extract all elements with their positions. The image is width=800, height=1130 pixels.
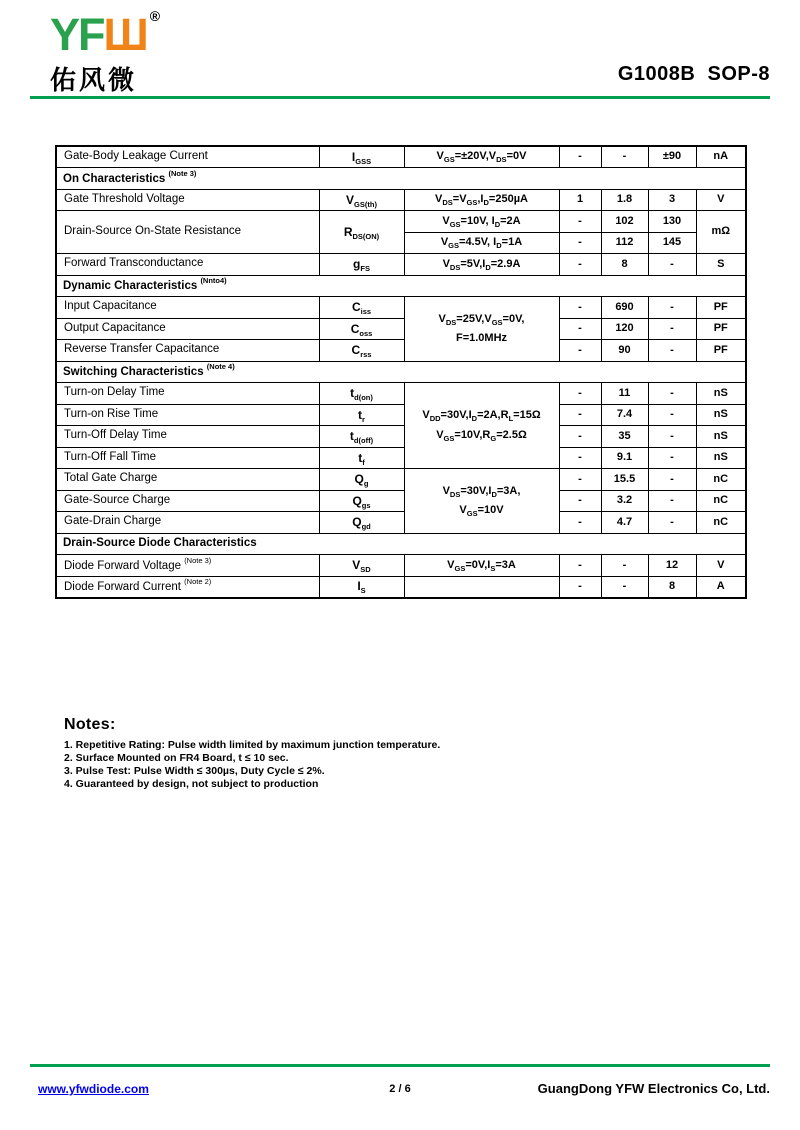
symbol-cell: $t_{d(on)}$ <box>319 383 404 405</box>
product-title: G1008B SOP-8 <box>617 63 770 85</box>
condition-cell: $V_{DS}=V_{GS},I_D=250\mu A$ <box>404 189 559 211</box>
condition-cell: $V_{DS}=5V,I_D=2.9A$ <box>404 254 559 276</box>
section-title: On Characteristics $^{(Note 3)}$ <box>56 168 746 190</box>
section-header-row-dynamic-characteristics <box>56 275 746 297</box>
section-title: Drain-Source Diode Characteristics <box>56 533 746 555</box>
max-cell: 3 <box>648 189 696 211</box>
typ-cell: 9.1 <box>601 447 648 469</box>
min-cell: - <box>559 211 601 233</box>
section-title: Switching Characteristics $^{(Note 4)}$ <box>56 361 746 383</box>
typ-cell: - <box>601 146 648 168</box>
note-item-2: 2. Surface Mounted on FR4 Board, t ≤ 10 sec. <box>64 752 289 764</box>
table-row <box>56 404 746 426</box>
symbol-cell: $R_{DS(ON)}$ <box>319 211 404 254</box>
registered-trademark-icon: ® <box>149 8 161 24</box>
table-row <box>56 426 746 448</box>
symbol-cell: $Q_g$ <box>319 469 404 491</box>
max-cell: - <box>648 318 696 340</box>
max-cell: - <box>648 297 696 319</box>
symbol-cell: $I_{GSS}$ <box>319 146 404 168</box>
unit-cell: nS <box>696 383 746 405</box>
typ-cell: 8 <box>601 254 648 276</box>
max-cell: - <box>648 383 696 405</box>
param-cell: Gate-Source Charge <box>56 490 319 512</box>
yfw-logo <box>50 8 161 97</box>
table-row <box>56 146 746 168</box>
unit-cell: V <box>696 555 746 577</box>
param-cell: Gate Threshold Voltage <box>56 189 319 211</box>
max-cell: 145 <box>648 232 696 254</box>
symbol-cell: $C_{oss}$ <box>319 318 404 340</box>
min-cell: - <box>559 490 601 512</box>
min-cell: - <box>559 426 601 448</box>
min-cell: - <box>559 404 601 426</box>
symbol-cell: $C_{rss}$ <box>319 340 404 362</box>
min-cell: - <box>559 512 601 534</box>
param-cell: Output Capacitance <box>56 318 319 340</box>
company-name: GuangDong YFW Electronics Co, Ltd. <box>537 1081 770 1096</box>
unit-cell: PF <box>696 297 746 319</box>
table-row <box>56 383 746 405</box>
section-header-row-diode-characteristics <box>56 533 746 555</box>
condition-cell: $V_{GS}=10V$, $I_D=2A$ <box>404 211 559 233</box>
max-cell: - <box>648 490 696 512</box>
unit-cell: nC <box>696 469 746 491</box>
yfw-logo-wordmark <box>50 8 161 60</box>
symbol-cell: $Q_{gs}$ <box>319 490 404 512</box>
condition-cell: $V_{DD}=30V,I_D=2A,R_L=15\Omega$ $V_{GS}=10V,R_G=2.5\Omega$ <box>404 383 559 469</box>
param-cell: Input Capacitance <box>56 297 319 319</box>
typ-cell: 112 <box>601 232 648 254</box>
table-row <box>56 469 746 491</box>
min-cell: 1 <box>559 189 601 211</box>
logo-letters-yf: YF <box>50 9 104 60</box>
param-cell: Gate-Body Leakage Current <box>56 146 319 168</box>
condition-cell <box>404 576 559 598</box>
max-cell: ±90 <box>648 146 696 168</box>
logo-chinese-name: 佑风微 <box>50 65 138 95</box>
unit-cell: S <box>696 254 746 276</box>
max-cell: 12 <box>648 555 696 577</box>
typ-cell: 1.8 <box>601 189 648 211</box>
param-cell: Drain-Source On-State Resistance <box>56 211 319 254</box>
symbol-cell: $t_r$ <box>319 404 404 426</box>
unit-cell: V <box>696 189 746 211</box>
notes-title: Notes: <box>64 716 116 733</box>
symbol-cell: $t_{d(off)}$ <box>319 426 404 448</box>
typ-cell: 4.7 <box>601 512 648 534</box>
unit-cell: nS <box>696 447 746 469</box>
table-row <box>56 318 746 340</box>
symbol-cell: $V_{SD}$ <box>319 555 404 577</box>
table-row <box>56 512 746 534</box>
note-item-1: 1. Repetitive Rating: Pulse width limited by maximum junction temperature. <box>64 739 441 751</box>
min-cell: - <box>559 576 601 598</box>
condition-cell: $V_{GS}=4.5V$, $I_D=1A$ <box>404 232 559 254</box>
unit-cell: nC <box>696 512 746 534</box>
symbol-cell: $t_f$ <box>319 447 404 469</box>
param-cell: Turn-on Rise Time <box>56 404 319 426</box>
table-row <box>56 340 746 362</box>
typ-cell: - <box>601 576 648 598</box>
max-cell: - <box>648 340 696 362</box>
max-cell: - <box>648 404 696 426</box>
unit-cell: mΩ <box>696 211 746 254</box>
typ-cell: 102 <box>601 211 648 233</box>
table-row <box>56 297 746 319</box>
note-item-4: 4. Guaranteed by design, not subject to production <box>64 778 319 790</box>
min-cell: - <box>559 383 601 405</box>
max-cell: - <box>648 469 696 491</box>
logo-letter-w-icon: Ш <box>103 9 147 60</box>
footer-divider <box>30 1064 770 1067</box>
section-header-row-on-characteristics <box>56 168 746 190</box>
website-link[interactable]: www.yfwdiode.com <box>38 1082 149 1096</box>
section-header-row-switching-characteristics <box>56 361 746 383</box>
typ-cell: 15.5 <box>601 469 648 491</box>
unit-cell: nC <box>696 490 746 512</box>
max-cell: - <box>648 512 696 534</box>
table-row <box>56 189 746 211</box>
param-cell: Turn-Off Fall Time <box>56 447 319 469</box>
condition-cell: $V_{DS}=30V,I_D=3A$, $V_{GS}=10V$ <box>404 469 559 534</box>
max-cell: 130 <box>648 211 696 233</box>
min-cell: - <box>559 318 601 340</box>
param-cell: Turn-on Delay Time <box>56 383 319 405</box>
typ-cell: 690 <box>601 297 648 319</box>
min-cell: - <box>559 146 601 168</box>
min-cell: - <box>559 340 601 362</box>
max-cell: 8 <box>648 576 696 598</box>
param-cell: Reverse Transfer Capacitance <box>56 340 319 362</box>
unit-cell: nS <box>696 404 746 426</box>
max-cell: - <box>648 254 696 276</box>
typ-cell: 3.2 <box>601 490 648 512</box>
table-row <box>56 555 746 577</box>
unit-cell: PF <box>696 340 746 362</box>
min-cell: - <box>559 232 601 254</box>
param-cell: Turn-Off Delay Time <box>56 426 319 448</box>
notes-section <box>64 716 440 791</box>
param-cell: Total Gate Charge <box>56 469 319 491</box>
param-cell: Gate-Drain Charge <box>56 512 319 534</box>
condition-cell: $V_{GS}=0V,I_S=3A$ <box>404 555 559 577</box>
typ-cell: 11 <box>601 383 648 405</box>
min-cell: - <box>559 469 601 491</box>
unit-cell: PF <box>696 318 746 340</box>
condition-cell: $V_{DS}=25V,V_{GS}=0V$, F=1.0MHz <box>404 297 559 362</box>
typ-cell: - <box>601 555 648 577</box>
max-cell: - <box>648 447 696 469</box>
table-row <box>56 576 746 598</box>
typ-cell: 7.4 <box>601 404 648 426</box>
table-row <box>56 490 746 512</box>
table-row <box>56 447 746 469</box>
page-number: 2 / 6 <box>389 1083 411 1095</box>
symbol-cell: $I_S$ <box>319 576 404 598</box>
typ-cell: 120 <box>601 318 648 340</box>
typ-cell: 35 <box>601 426 648 448</box>
unit-cell: nS <box>696 426 746 448</box>
min-cell: - <box>559 555 601 577</box>
note-item-3: 3. Pulse Test: Pulse Width ≤ 300µs, Duty Cycle ≤ 2%. <box>64 765 325 777</box>
min-cell: - <box>559 447 601 469</box>
max-cell: - <box>648 426 696 448</box>
symbol-cell: $C_{iss}$ <box>319 297 404 319</box>
table-row <box>56 254 746 276</box>
table-row <box>56 211 746 233</box>
condition-cell: $V_{GS}=\pm 20V,V_{DS}=0V$ <box>404 146 559 168</box>
typ-cell: 90 <box>601 340 648 362</box>
min-cell: - <box>559 254 601 276</box>
symbol-cell: $g_{FS}$ <box>319 254 404 276</box>
param-cell: Diode Forward Voltage $^{(Note 3)}$ <box>56 555 319 577</box>
header-divider <box>30 96 770 99</box>
unit-cell: nA <box>696 146 746 168</box>
symbol-cell: $V_{GS(th)}$ <box>319 189 404 211</box>
electrical-characteristics-table <box>55 145 747 599</box>
section-title: Dynamic Characteristics $^{(Nnto4)}$ <box>56 275 746 297</box>
param-cell: Forward Transconductance <box>56 254 319 276</box>
param-cell: Diode Forward Current $^{(Note 2)}$ <box>56 576 319 598</box>
unit-cell: A <box>696 576 746 598</box>
min-cell: - <box>559 297 601 319</box>
symbol-cell: $Q_{gd}$ <box>319 512 404 534</box>
